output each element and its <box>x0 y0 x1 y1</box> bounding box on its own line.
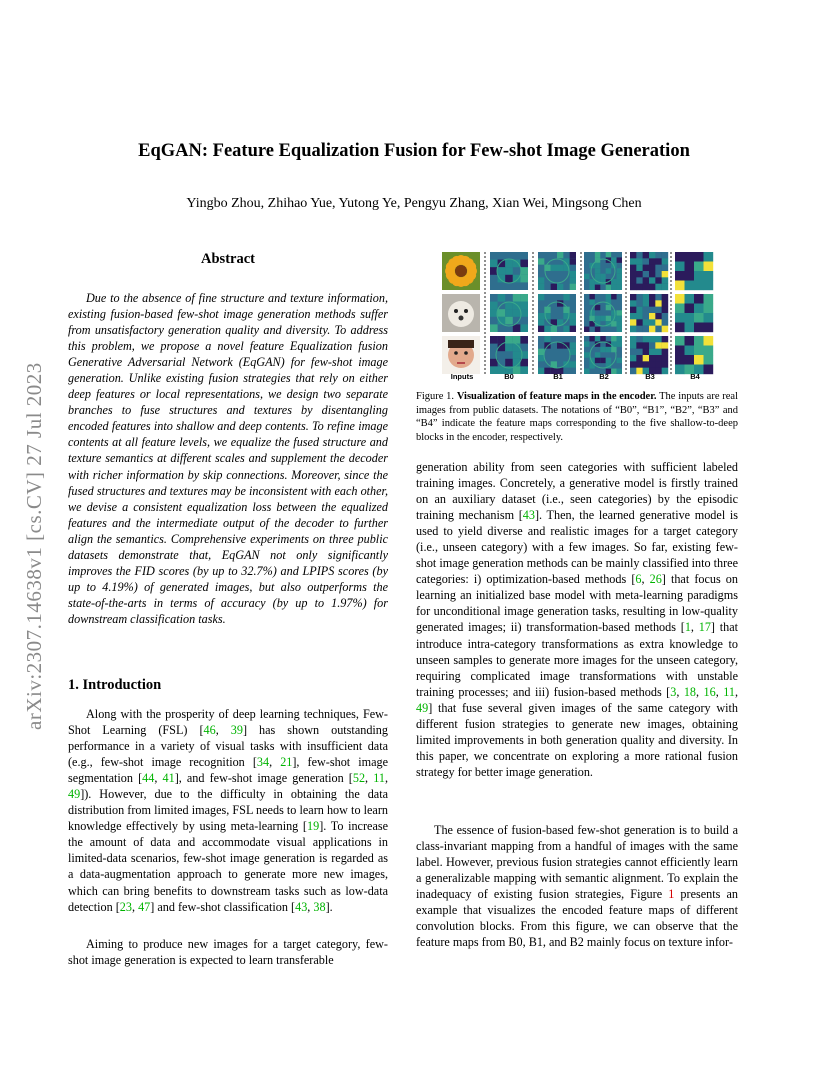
citation-link[interactable]: 39 <box>230 723 243 738</box>
right-column-paragraph-1: generation ability from seen categories with sufficient labeled training images. Concretely, a generative model is firstly trained on an auxiliary dataset (i.e., seen categories) by the episodic training mechanism [43]. Then, the learned generative model is used to yield diverse and realistic images for a target category (i.e., unseen category) with a few images. So far, existing few-shot image generation methods can be mainly classified into three categories: i) optimization-based methods [6, 26] that focus on learning an initialized base model with meta-learning paradigms for unconditional image generation tasks, resulting in low-quality generated images; ii) transformation-based methods [1, 17] that introduce intra-category transformations as extra knowledge to unseen samples to generate more images for the unseen category, requiring complicated image transformations with unstable training processes; and iii) fusion-based methods [3, 18, 16, 11, 49] that fuse several given images of the same category with different fusion strategies to generate new images, obtaining limited improvements in both generation quality and diversity. In this paper, we concentrate on exploring a more rational fusion strategy for better image generation. <box>416 460 739 779</box>
figure-label-b1: B1 <box>553 372 563 381</box>
abstract-text: Due to the absence of fine structure and texture information, existing fusion-based few-shot image generation methods suffer from unsatisfactory generation quality and diversity. To address this problem, we propose a novel feature Equalization fusion Generative Adversarial Network (EqGAN) for few-shot image generation. Unlike existing fusion strategies that rely on either deep features or local representations, we design two separate branches to fuse structures and textures by disentangling encoded features into shallow and deep contents. To refine image contents at all feature levels, we equalize the fused structure and texture semantics at different scales and supplement the decoder with richer information by skip connections. Moreover, since the fused structures and textures may be inconsistent with each other, we devise a consistent equalization loss between the equalized features and the intermediate output of the decoder to further align the semantics. Comprehensive experiments on three public datasets demonstrate that, EqGAN not only significantly improves the FID scores (by up to 32.7%) and LPIPS scores (by up to 4.19%) of generated images, but also outperforms the state-of-the-arts in terms of accuracy (by up to 1.97%) for downstream classification tasks. <box>68 291 388 626</box>
right-column-paragraph-2: The essence of fusion-based few-shot generation is to build a class-invariant mapping from a handful of images with the same label. However, previous fusion strategies cannot efficiently learn a generalizable mapping with semantic alignment. To explain the inadequacy of existing fusion strategies, Figure 1 presents an example that visualizes the encoded feature maps of different convolution blocks. From this figure, we can observe that the feature maps from B0, B1, and B2 mainly focus on texture infor- <box>416 823 738 950</box>
figure-1-caption: Figure 1. Visualization of feature maps in the encoder. The inputs are real images from public datasets. The notations of “B0”, “B1”, “B2”, “B3” and “B4” indicate the feature maps corresponding to the five shallow-to-deep blocks in the encoder, respectively. <box>416 391 738 444</box>
figure-1-feature-maps <box>442 252 732 382</box>
citation-link[interactable]: 11 <box>373 771 385 786</box>
citation-link[interactable]: 49 <box>68 787 81 802</box>
paper-authors: Yingbo Zhou, Zhihao Yue, Yutong Ye, Pengyu Zhang, Xian Wei, Mingsong Chen <box>186 196 642 211</box>
citation-link[interactable]: 21 <box>280 755 293 770</box>
introduction-paragraph-1: Along with the prosperity of deep learning techniques, Few-Shot Learning (FSL) [46, 39] has shown outstanding performance in a variety of visual tasks with insufficient data (e.g., few-shot image recognition [34, 21], few-shot image segmentation [44, 41], and few-shot image generation [52, 11, 49]). However, due to the difficulty in obtaining the data distribution from limited images, FSL needs to learn how to learn knowledge effectively by using meta-learning [19]. To increase the amount of data and accommodate visual applications in limited-data scenarios, few-shot image generation is regarded as a data-augmentation approach to generate more new images, which can bring benefits to downstream tasks such as low-data detection [23, 47] and few-shot classification [43, 38]. <box>68 707 389 914</box>
citation-link[interactable]: 43 <box>522 508 535 523</box>
figure-label-b3: B3 <box>645 372 655 381</box>
figure-label-b4: B4 <box>690 372 700 381</box>
citation-link[interactable]: 18 <box>683 684 697 699</box>
arxiv-identifier: arXiv:2307.14638v1 [cs.CV] 27 Jul 2023 <box>22 362 46 730</box>
citation-link[interactable]: 16 <box>703 684 716 699</box>
citation-link[interactable]: 23 <box>119 899 132 914</box>
citation-link[interactable]: 1 <box>684 620 691 635</box>
citation-link[interactable]: 52 <box>352 771 366 786</box>
figure-reference-link[interactable]: 1 <box>668 887 675 902</box>
citation-link[interactable]: 19 <box>307 819 320 834</box>
citation-link[interactable]: 34 <box>256 755 270 770</box>
citation-link[interactable]: 43 <box>295 899 308 914</box>
citation-link[interactable]: 46 <box>203 723 216 738</box>
citation-link[interactable]: 44 <box>142 771 155 786</box>
figure-label-b0: B0 <box>504 372 514 381</box>
citation-link[interactable]: 17 <box>698 620 711 635</box>
citation-link[interactable]: 47 <box>138 899 151 914</box>
abstract-heading: Abstract <box>201 251 255 267</box>
figure-label-inputs: Inputs <box>450 372 474 381</box>
paper-title: EqGAN: Feature Equalization Fusion for Few-shot Image Generation <box>138 141 690 161</box>
introduction-paragraph-2: Aiming to produce new images for a target category, few-shot image generation is expected to learn transferable <box>68 937 388 968</box>
citation-link[interactable]: 41 <box>162 771 175 786</box>
citation-link[interactable]: 3 <box>670 684 677 699</box>
citation-link[interactable]: 11 <box>723 684 735 699</box>
citation-link[interactable]: 38 <box>313 899 326 914</box>
citation-link[interactable]: 26 <box>649 572 662 587</box>
figure-label-b2: B2 <box>599 372 609 381</box>
citation-link[interactable]: 49 <box>416 700 429 715</box>
introduction-heading: 1. Introduction <box>68 677 162 693</box>
feature-map-grid <box>442 252 732 382</box>
citation-link[interactable]: 6 <box>635 572 642 587</box>
